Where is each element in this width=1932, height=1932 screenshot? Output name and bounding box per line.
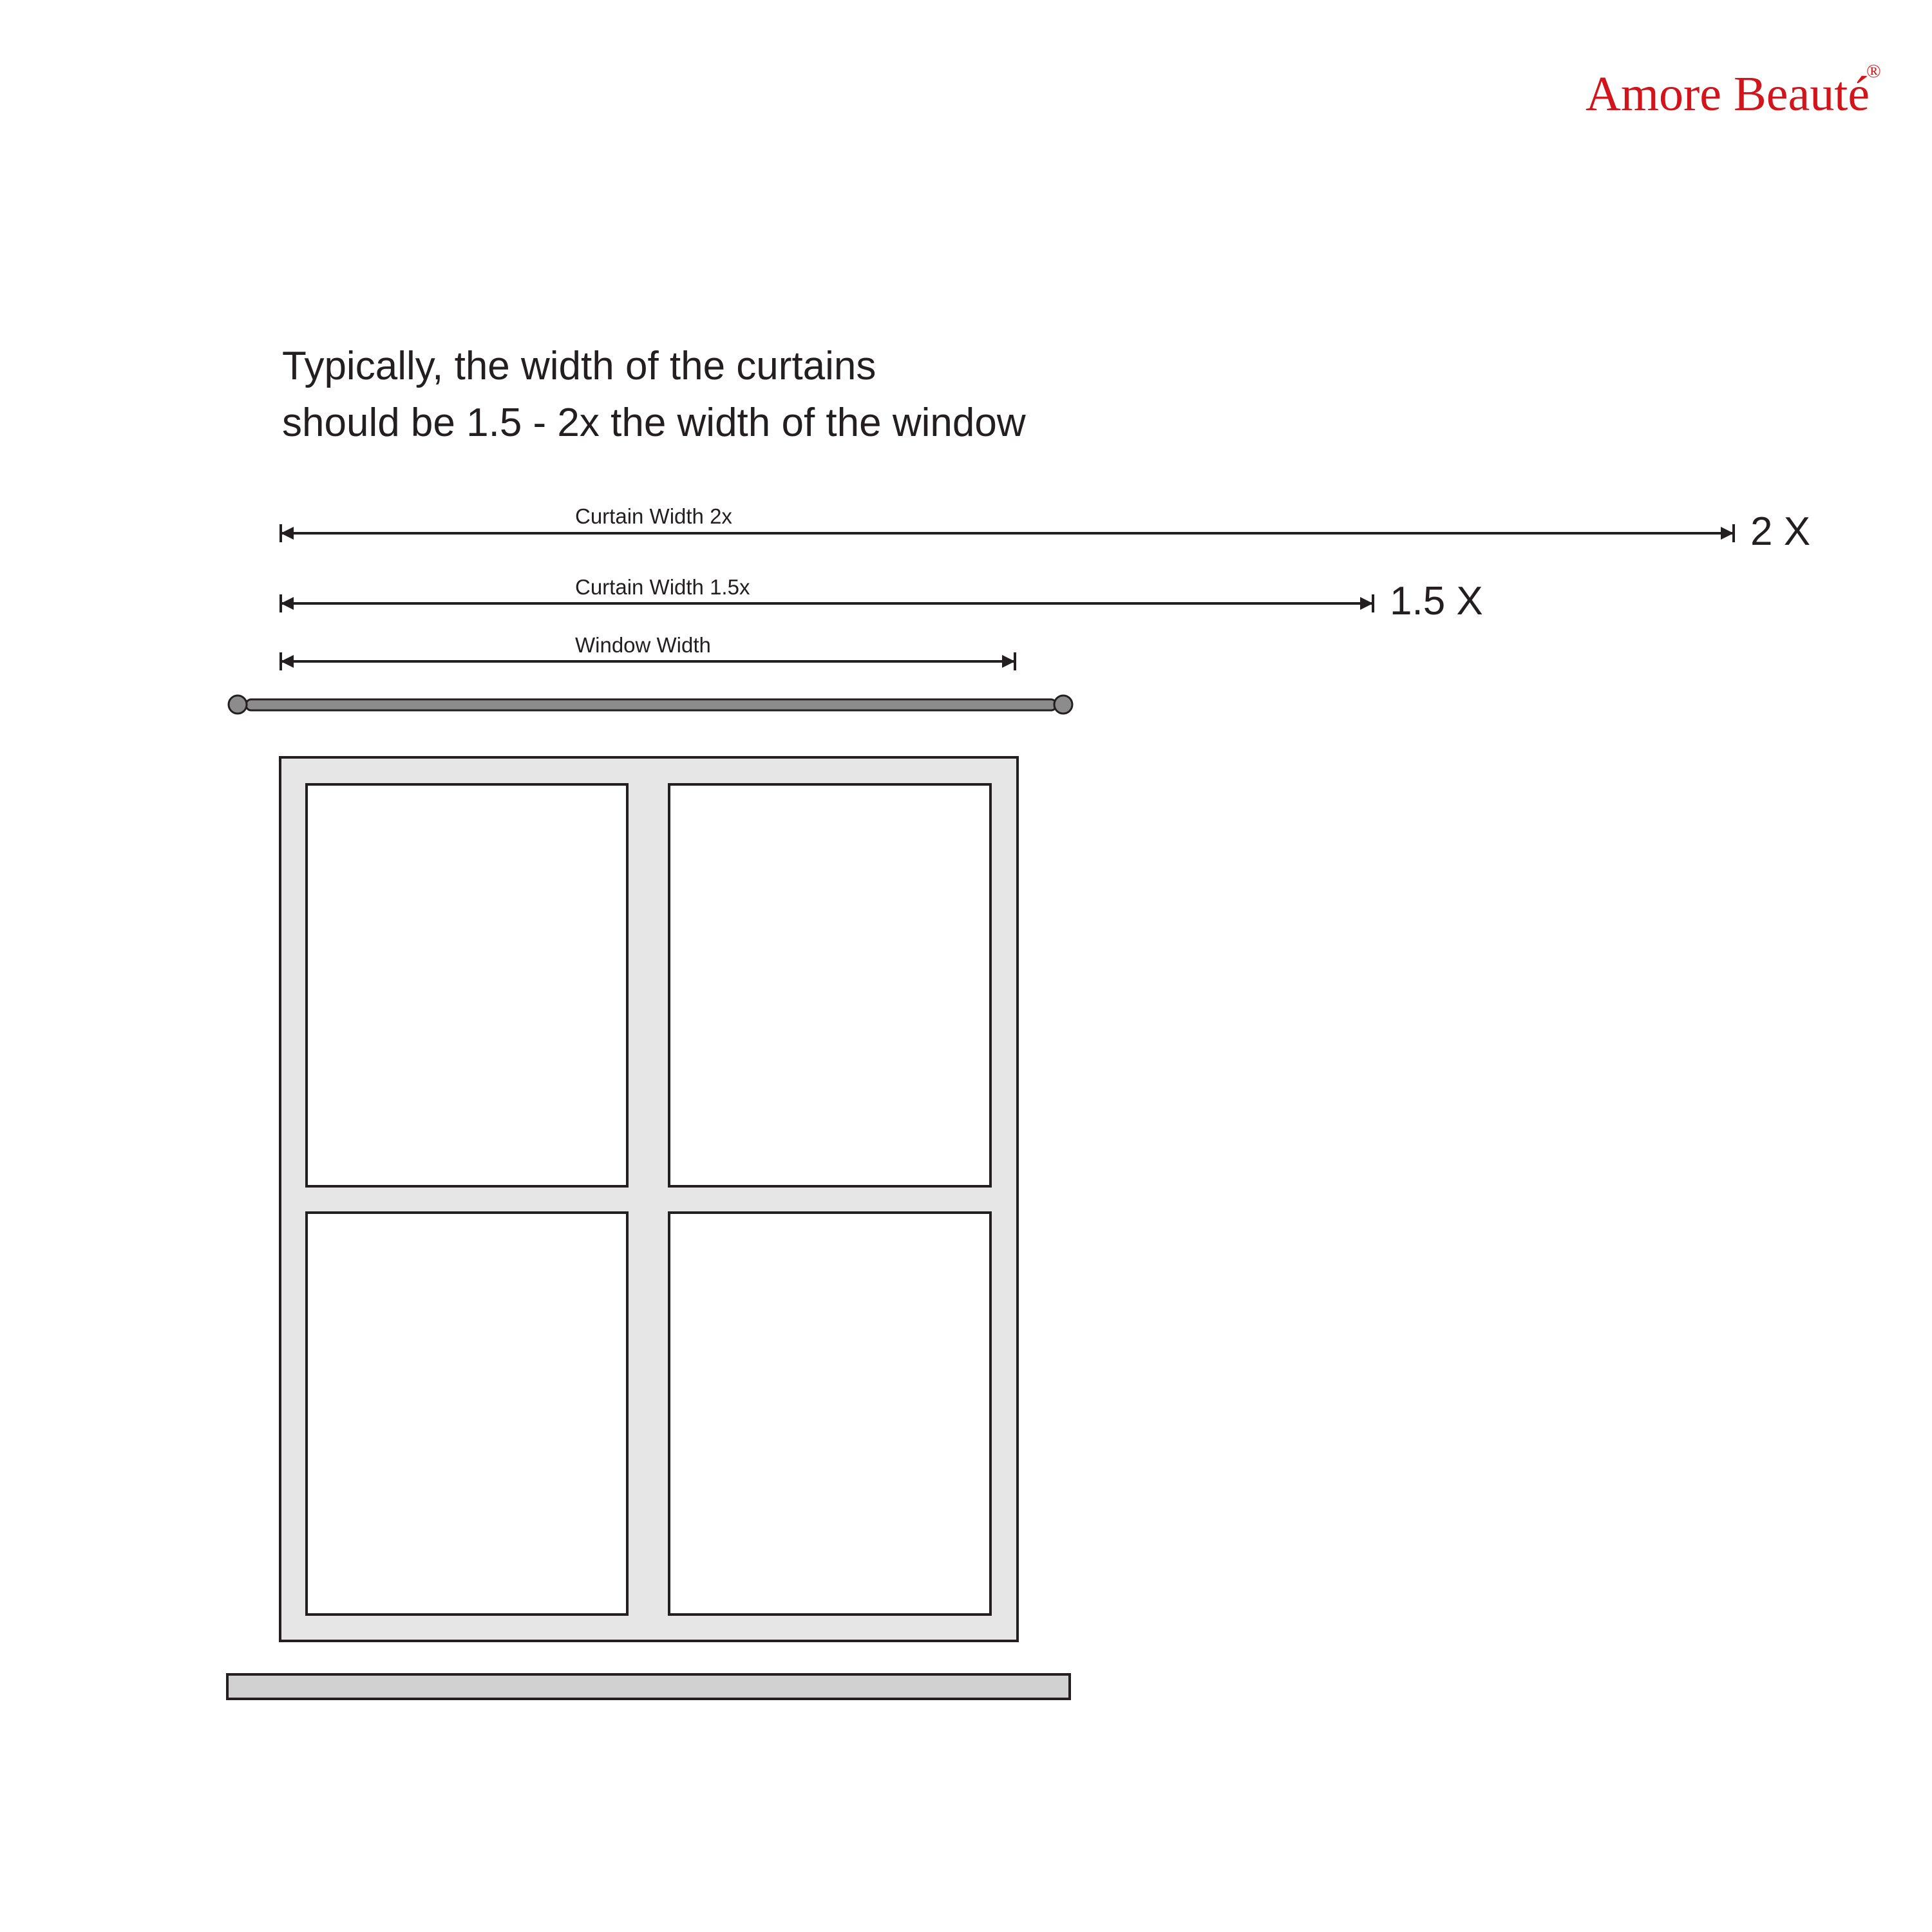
- window-pane-top-right: [669, 784, 990, 1186]
- window-pane-bottom-right: [669, 1213, 990, 1615]
- brand-logo: Amore Beauté: [1586, 67, 1870, 121]
- curtain-width-1-5x-label: Curtain Width 1.5x: [575, 575, 750, 599]
- multiplier-1-5x: 1.5 X: [1390, 579, 1483, 623]
- curtain-width-2x-arrow: [281, 524, 1734, 542]
- headline-line-2: should be 1.5 - 2x the width of the window: [282, 401, 1026, 445]
- curtain-rod-finial-right: [1054, 696, 1072, 714]
- registered-trademark-icon: ®: [1866, 61, 1881, 82]
- curtain-width-1-5x-arrow: [281, 594, 1373, 612]
- multiplier-2x: 2 X: [1750, 509, 1811, 554]
- headline-line-1: Typically, the width of the curtains: [282, 344, 876, 388]
- curtain-width-2x-label: Curtain Width 2x: [575, 504, 732, 528]
- curtain-rod: [229, 696, 1072, 714]
- window-pane-bottom-left: [307, 1213, 627, 1615]
- window-width-label: Window Width: [575, 633, 711, 657]
- window-sill: [227, 1674, 1070, 1699]
- window-pane-top-left: [307, 784, 627, 1186]
- curtain-rod-finial-left: [229, 696, 247, 714]
- window-width-arrow: [281, 652, 1015, 670]
